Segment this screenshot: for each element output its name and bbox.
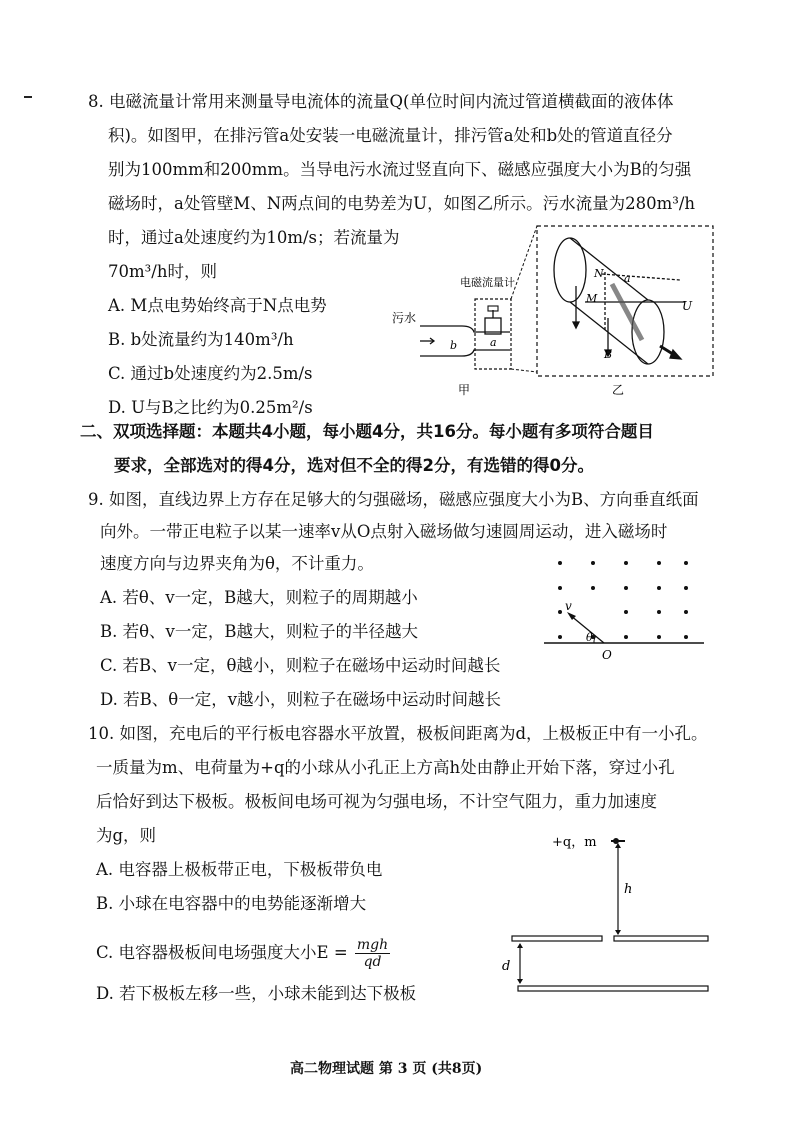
margin-mark: [24, 96, 32, 98]
label-a-left: a: [490, 336, 497, 349]
label-v: v: [565, 599, 572, 613]
q8-line-5: 时，通过a处速度约为10m/s；若流量为: [108, 228, 400, 247]
q10-line-1: 10. 如图，充电后的平行板电容器水平放置，极板间距离为d，上极板正中有一小孔。: [88, 724, 708, 743]
q8-option-d: D. U与B之比约为0.25m²/s: [108, 398, 313, 417]
q10-line-3: 后恰好到达下极板。极板间电场可视为匀强电场，不计空气阻力，重力加速度: [96, 792, 657, 811]
q10-fraction-den: qd: [363, 954, 382, 970]
q9-option-c: C. 若B、v一定，θ越小，则粒子在磁场中运动时间越长: [100, 656, 501, 675]
q9-line-2: 向外。一带正电粒子以某一速率v从O点射入磁场做匀速圆周运动，进入磁场时: [100, 522, 668, 541]
upper-plate-left: [512, 936, 602, 941]
upper-plate-right: [614, 936, 708, 941]
section2-line-1: 二、双项选择题：本题共4小题，每小题4分，共16分。每小题有多项符合题目: [80, 422, 654, 441]
q10-option-c-prefix: C. 电容器极板间电场强度大小E =: [96, 943, 348, 962]
meter-label: 电磁流量计: [460, 276, 515, 289]
label-n: N: [594, 267, 604, 280]
q10-fraction-num: mgh: [356, 937, 389, 953]
label-b-field: B: [604, 348, 613, 361]
water-label: 污水: [392, 311, 417, 325]
q10-option-b: B. 小球在电容器中的电势能逐渐增大: [96, 894, 367, 913]
section2-line-2: 要求，全部选对的得4分，选对但不全的得2分，有选错的得0分。: [114, 456, 594, 475]
caption-right: 乙: [612, 383, 625, 397]
label-h: h: [624, 882, 633, 897]
q8-line-2: 积)。如图甲，在排污管a处安装一电磁流量计，排污管a处和b处的管道直径分: [108, 126, 673, 145]
q8-line-4: 磁场时，a处管壁M、N两点间的电势差为U，如图乙所示。污水流量为280m³/h: [108, 194, 696, 213]
label-a-right: a: [624, 272, 631, 285]
q8-option-c: C. 通过b处速度约为2.5m/s: [108, 364, 313, 383]
field-dots: [558, 561, 688, 639]
q8-figure: [380, 222, 720, 402]
label-d: d: [502, 959, 511, 974]
q8-line-6: 70m³/h时，则: [108, 262, 217, 281]
label-u: U: [682, 299, 693, 313]
q8-line-3: 别为100mm和200mm。当导电污水流过竖直向下、磁感应强度大小为B的匀强: [108, 160, 692, 179]
q8-option-b: B. b处流量约为140m³/h: [108, 330, 294, 349]
q10-figure: [500, 826, 720, 996]
q10-line-2: 一质量为m、电荷量为+q的小球从小孔正上方高h处由静止开始下落，穿过小孔: [96, 758, 675, 777]
q10-option-c: [96, 937, 390, 970]
label-m: M: [586, 292, 598, 305]
q10-option-d: D. 若下极板左移一些，小球未能到达下极板: [96, 984, 417, 1003]
q8-line-1: 8. 电磁流量计常用来测量导电流体的流量Q(单位时间内流过管道横截面的液体体: [88, 92, 674, 111]
q9-line-3: 速度方向与边界夹角为θ，不计重力。: [100, 554, 374, 573]
label-o: O: [602, 648, 612, 662]
q9-figure: [540, 555, 710, 665]
q10-option-a: A. 电容器上极板带正电，下极板带负电: [96, 860, 383, 879]
lower-plate: [518, 986, 708, 991]
q8-option-a: A. M点电势始终高于N点电势: [108, 296, 327, 315]
q10-line-4: 为g，则: [96, 826, 157, 845]
q9-option-d: D. 若B、θ一定，v越小，则粒子在磁场中运动时间越长: [100, 690, 502, 709]
label-b-left: b: [450, 339, 458, 352]
q9-option-a: A. 若θ、v一定，B越大，则粒子的周期越小: [100, 588, 418, 607]
label-theta: θ: [586, 631, 593, 644]
q9-line-1: 9. 如图，直线边界上方存在足够大的匀强磁场，磁感应强度大小为B、方向垂直纸面: [88, 490, 699, 509]
page-footer: 高二物理试题 第 3 页 (共8页): [290, 1061, 483, 1077]
q10-fraction: [355, 937, 390, 970]
label-charge: +q，m: [552, 835, 597, 850]
caption-left: 甲: [458, 383, 471, 397]
q9-option-b: B. 若θ、v一定，B越大，则粒子的半径越大: [100, 622, 418, 641]
